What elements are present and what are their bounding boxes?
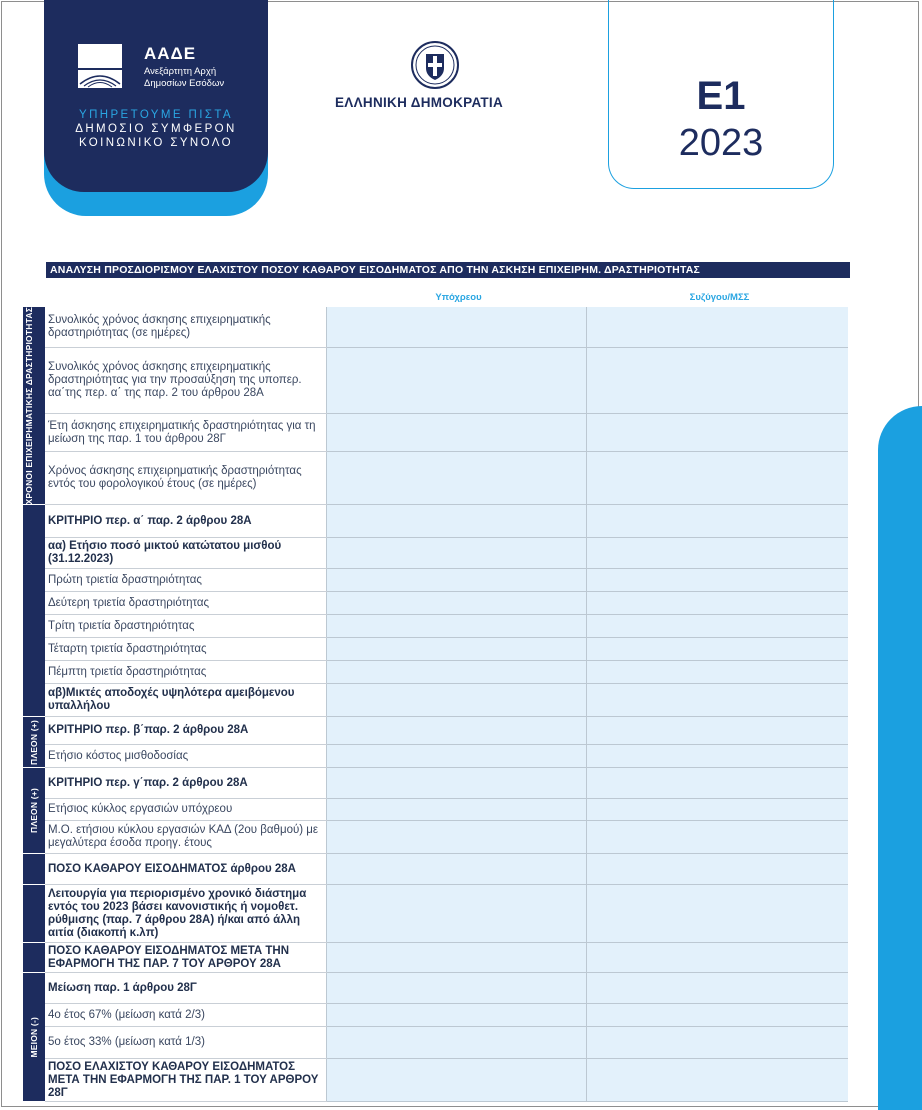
taxpayer-input-cell[interactable] — [326, 717, 586, 745]
row-label: Πρώτη τριετία δραστηριότητας — [45, 569, 326, 592]
table-row — [23, 347, 848, 414]
table-row — [23, 615, 848, 638]
spouse-input-cell[interactable] — [586, 799, 848, 821]
income-analysis-table — [23, 306, 848, 1102]
taxpayer-input-cell[interactable] — [326, 943, 586, 973]
table-row — [23, 768, 848, 799]
row-label: 5ο έτος 33% (μείωση κατά 1/3) — [45, 1027, 326, 1059]
spouse-input-cell[interactable] — [586, 569, 848, 592]
group-years: ΧΡΟΝΟΙ ΕΠΙΧΕΙΡΗΜΑΤΙΚΗΣ ΔΡΑΣΤΗΡΙΟΤΗΤΑΣ — [23, 307, 45, 505]
row-label: αα) Ετήσιο ποσό μικτού κατώτατου μισθού (31.12.2023) — [45, 538, 326, 569]
group-criterion-a — [23, 505, 45, 717]
row-label: Συνολικός χρόνος άσκησης επιχειρηματικής δραστηριότητας για την προσαύξηση της υποπερ. αα΄της περ. α΄ της παρ. 2 του άρθρου 28Α — [45, 347, 326, 414]
row-label: ΚΡΙΤΗΡΙΟ περ. α΄ παρ. 2 άρθρου 28Α — [45, 505, 326, 538]
spouse-input-cell[interactable] — [586, 973, 848, 1004]
spouse-input-cell[interactable] — [586, 854, 848, 885]
column-header-spouse: Συζύγου/ΜΣΣ — [689, 292, 750, 303]
spouse-input-cell[interactable] — [586, 538, 848, 569]
taxpayer-input-cell[interactable] — [326, 799, 586, 821]
taxpayer-input-cell[interactable] — [326, 1004, 586, 1027]
taxpayer-input-cell[interactable] — [326, 347, 586, 414]
taxpayer-input-cell[interactable] — [326, 821, 586, 854]
row-label: Πέμπτη τριετία δραστηριότητας — [45, 661, 326, 684]
side-decoration — [878, 406, 922, 1110]
table-row — [23, 307, 848, 348]
row-label: Δεύτερη τριετία δραστηριότητας — [45, 592, 326, 615]
row-label: ΠΟΣΟ ΚΑΘΑΡΟΥ ΕΙΣΟΔΗΜΑΤΟΣ άρθρου 28Α — [45, 854, 326, 885]
taxpayer-input-cell[interactable] — [326, 684, 586, 717]
row-label: ΚΡΙΤΗΡΙΟ περ. β΄παρ. 2 άρθρου 28Α — [45, 717, 326, 745]
row-label: Λειτουργία για περιορισμένο χρονικό διάστημα εντός του 2023 βάσει κανονιστικής ή νομοθετ. ρύθμισης (παρ. 7 άρθρου 28Α) ή/και από άλλη αιτία (διακοπή κ.λπ) — [45, 885, 326, 943]
row-label: αβ)Μικτές αποδοχές υψηλότερα αμειβόμενου υπαλλήλου — [45, 684, 326, 717]
group-blank — [23, 854, 45, 885]
table-row — [23, 885, 848, 943]
group-blank — [23, 943, 45, 973]
table-row — [23, 592, 848, 615]
spouse-input-cell[interactable] — [586, 768, 848, 799]
table-row — [23, 799, 848, 821]
spouse-input-cell[interactable] — [586, 615, 848, 638]
row-label: Μείωση παρ. 1 άρθρου 28Γ — [45, 973, 326, 1004]
taxpayer-input-cell[interactable] — [326, 638, 586, 661]
section-title: ΑΝΑΛΥΣΗ ΠΡΟΣΔΙΟΡΙΣΜΟΥ ΕΛΑΧΙΣΤΟΥ ΠΟΣΟΥ ΚΑΘΑΡΟΥ ΕΙΣΟΔΗΜΑΤΟΣ ΑΠΟ ΤΗΝ ΑΣΚΗΣΗ ΕΠΙΧΕΙΡΗΜ. ΔΡΑΣΤΗΡΙΟΤΗΤΑΣ — [46, 262, 850, 278]
spouse-input-cell[interactable] — [586, 745, 848, 768]
row-label: Μ.Ο. ετήσιου κύκλου εργασιών ΚΑΔ (2ου βαθμού) με μεγαλύτερα έσοδα προηγ. έτους — [45, 821, 326, 854]
taxpayer-input-cell[interactable] — [326, 768, 586, 799]
spouse-input-cell[interactable] — [586, 885, 848, 943]
spouse-input-cell[interactable] — [586, 307, 848, 348]
table-row — [23, 943, 848, 973]
motto-line-1: ΥΠΗΡΕΤΟΥΜΕ ΠΙΣΤΑ — [79, 109, 233, 121]
motto-line-2: ΔΗΜΟΣΙΟ ΣΥΜΦΕΡΟΝ — [75, 123, 237, 135]
row-label: ΠΟΣΟ ΕΛΑΧΙΣΤΟΥ ΚΑΘΑΡΟΥ ΕΙΣΟΔΗΜΑΤΟΣ ΜΕΤΑ ΤΗΝ ΕΦΑΡΜΟΓΗ ΤΗΣ ΠΑΡ. 1 ΤΟΥ ΑΡΘΡΟΥ 28Γ — [45, 1059, 326, 1102]
aade-logo-icon — [78, 44, 122, 88]
table-row — [23, 717, 848, 745]
republic-label: ΕΛΛΗΝΙΚΗ ΔΗΜΟΚΡΑΤΙΑ — [335, 95, 504, 110]
taxpayer-input-cell[interactable] — [326, 592, 586, 615]
form-year: 2023 — [678, 122, 764, 164]
spouse-input-cell[interactable] — [586, 1004, 848, 1027]
taxpayer-input-cell[interactable] — [326, 854, 586, 885]
table-row — [23, 745, 848, 768]
spouse-input-cell[interactable] — [586, 661, 848, 684]
row-label: Ετήσιος κύκλος εργασιών υπόχρεου — [45, 799, 326, 821]
spouse-input-cell[interactable] — [586, 505, 848, 538]
group-plus-c: ΠΛΕΟΝ (+) — [23, 768, 45, 854]
taxpayer-input-cell[interactable] — [326, 307, 586, 348]
taxpayer-input-cell[interactable] — [326, 661, 586, 684]
taxpayer-input-cell[interactable] — [326, 1059, 586, 1102]
spouse-input-cell[interactable] — [586, 414, 848, 452]
spouse-input-cell[interactable] — [586, 717, 848, 745]
row-label: Ετήσιο κόστος μισθοδοσίας — [45, 745, 326, 768]
agency-name: ΑΑΔΕ — [144, 44, 197, 63]
table-row — [23, 505, 848, 538]
spouse-input-cell[interactable] — [586, 684, 848, 717]
group-plus-b: ΠΛΕΟΝ (+) — [23, 717, 45, 768]
row-label: Τρίτη τριετία δραστηριότητας — [45, 615, 326, 638]
table-row — [23, 661, 848, 684]
taxpayer-input-cell[interactable] — [326, 414, 586, 452]
taxpayer-input-cell[interactable] — [326, 615, 586, 638]
spouse-input-cell[interactable] — [586, 592, 848, 615]
form-id-box — [608, 0, 834, 189]
row-label: 4ο έτος 67% (μείωση κατά 2/3) — [45, 1004, 326, 1027]
taxpayer-input-cell[interactable] — [326, 885, 586, 943]
taxpayer-input-cell[interactable] — [326, 973, 586, 1004]
spouse-input-cell[interactable] — [586, 347, 848, 414]
spouse-input-cell[interactable] — [586, 1059, 848, 1102]
taxpayer-input-cell[interactable] — [326, 538, 586, 569]
row-label: Συνολικός χρόνος άσκησης επιχειρηματικής δραστηριότητας (σε ημέρες) — [45, 307, 326, 348]
taxpayer-input-cell[interactable] — [326, 505, 586, 538]
row-label: Τέταρτη τριετία δραστηριότητας — [45, 638, 326, 661]
row-label: ΚΡΙΤΗΡΙΟ περ. γ΄παρ. 2 άρθρου 28Α — [45, 768, 326, 799]
spouse-input-cell[interactable] — [586, 638, 848, 661]
row-label: Έτη άσκησης επιχειρηματικής δραστηριότητας για τη μείωση της παρ. 1 του άρθρου 28Γ — [45, 414, 326, 452]
taxpayer-input-cell[interactable] — [326, 569, 586, 592]
motto-line-3: ΚΟΙΝΩΝΙΚΟ ΣΥΝΟΛΟ — [79, 137, 233, 149]
taxpayer-input-cell[interactable] — [326, 452, 586, 505]
spouse-input-cell[interactable] — [586, 821, 848, 854]
table-row — [23, 538, 848, 569]
table-row — [23, 973, 848, 1004]
spouse-input-cell[interactable] — [586, 943, 848, 973]
table-row — [23, 569, 848, 592]
table-row — [23, 1027, 848, 1059]
table-row — [23, 821, 848, 854]
form-code: Ε1 — [696, 74, 746, 118]
group-minus: ΜΕΙΟΝ (-) — [23, 973, 45, 1102]
aade-badge — [44, 0, 268, 192]
table-row — [23, 638, 848, 661]
table-row — [23, 452, 848, 505]
table-row — [23, 684, 848, 717]
table-row — [23, 1059, 848, 1102]
taxpayer-input-cell[interactable] — [326, 1027, 586, 1059]
greek-emblem-icon — [410, 40, 460, 90]
spouse-input-cell[interactable] — [586, 452, 848, 505]
spouse-input-cell[interactable] — [586, 1027, 848, 1059]
group-blank — [23, 885, 45, 943]
table-row — [23, 414, 848, 452]
agency-subtitle: Ανεξάρτητη Αρχή Δημοσίων Εσόδων — [144, 66, 225, 89]
table-row — [23, 1004, 848, 1027]
row-label: Χρόνος άσκησης επιχειρηματικής δραστηριότητας εντός του φορολογικού έτους (σε ημέρες) — [45, 452, 326, 505]
taxpayer-input-cell[interactable] — [326, 745, 586, 768]
row-label: ΠΟΣΟ ΚΑΘΑΡΟΥ ΕΙΣΟΔΗΜΑΤΟΣ ΜΕΤΑ ΤΗΝ ΕΦΑΡΜΟΓΗ ΤΗΣ ΠΑΡ. 7 ΤΟΥ ΑΡΘΡΟΥ 28Α — [45, 943, 326, 973]
table-row — [23, 854, 848, 885]
column-header-taxpayer: Υπόχρεου — [435, 292, 482, 303]
